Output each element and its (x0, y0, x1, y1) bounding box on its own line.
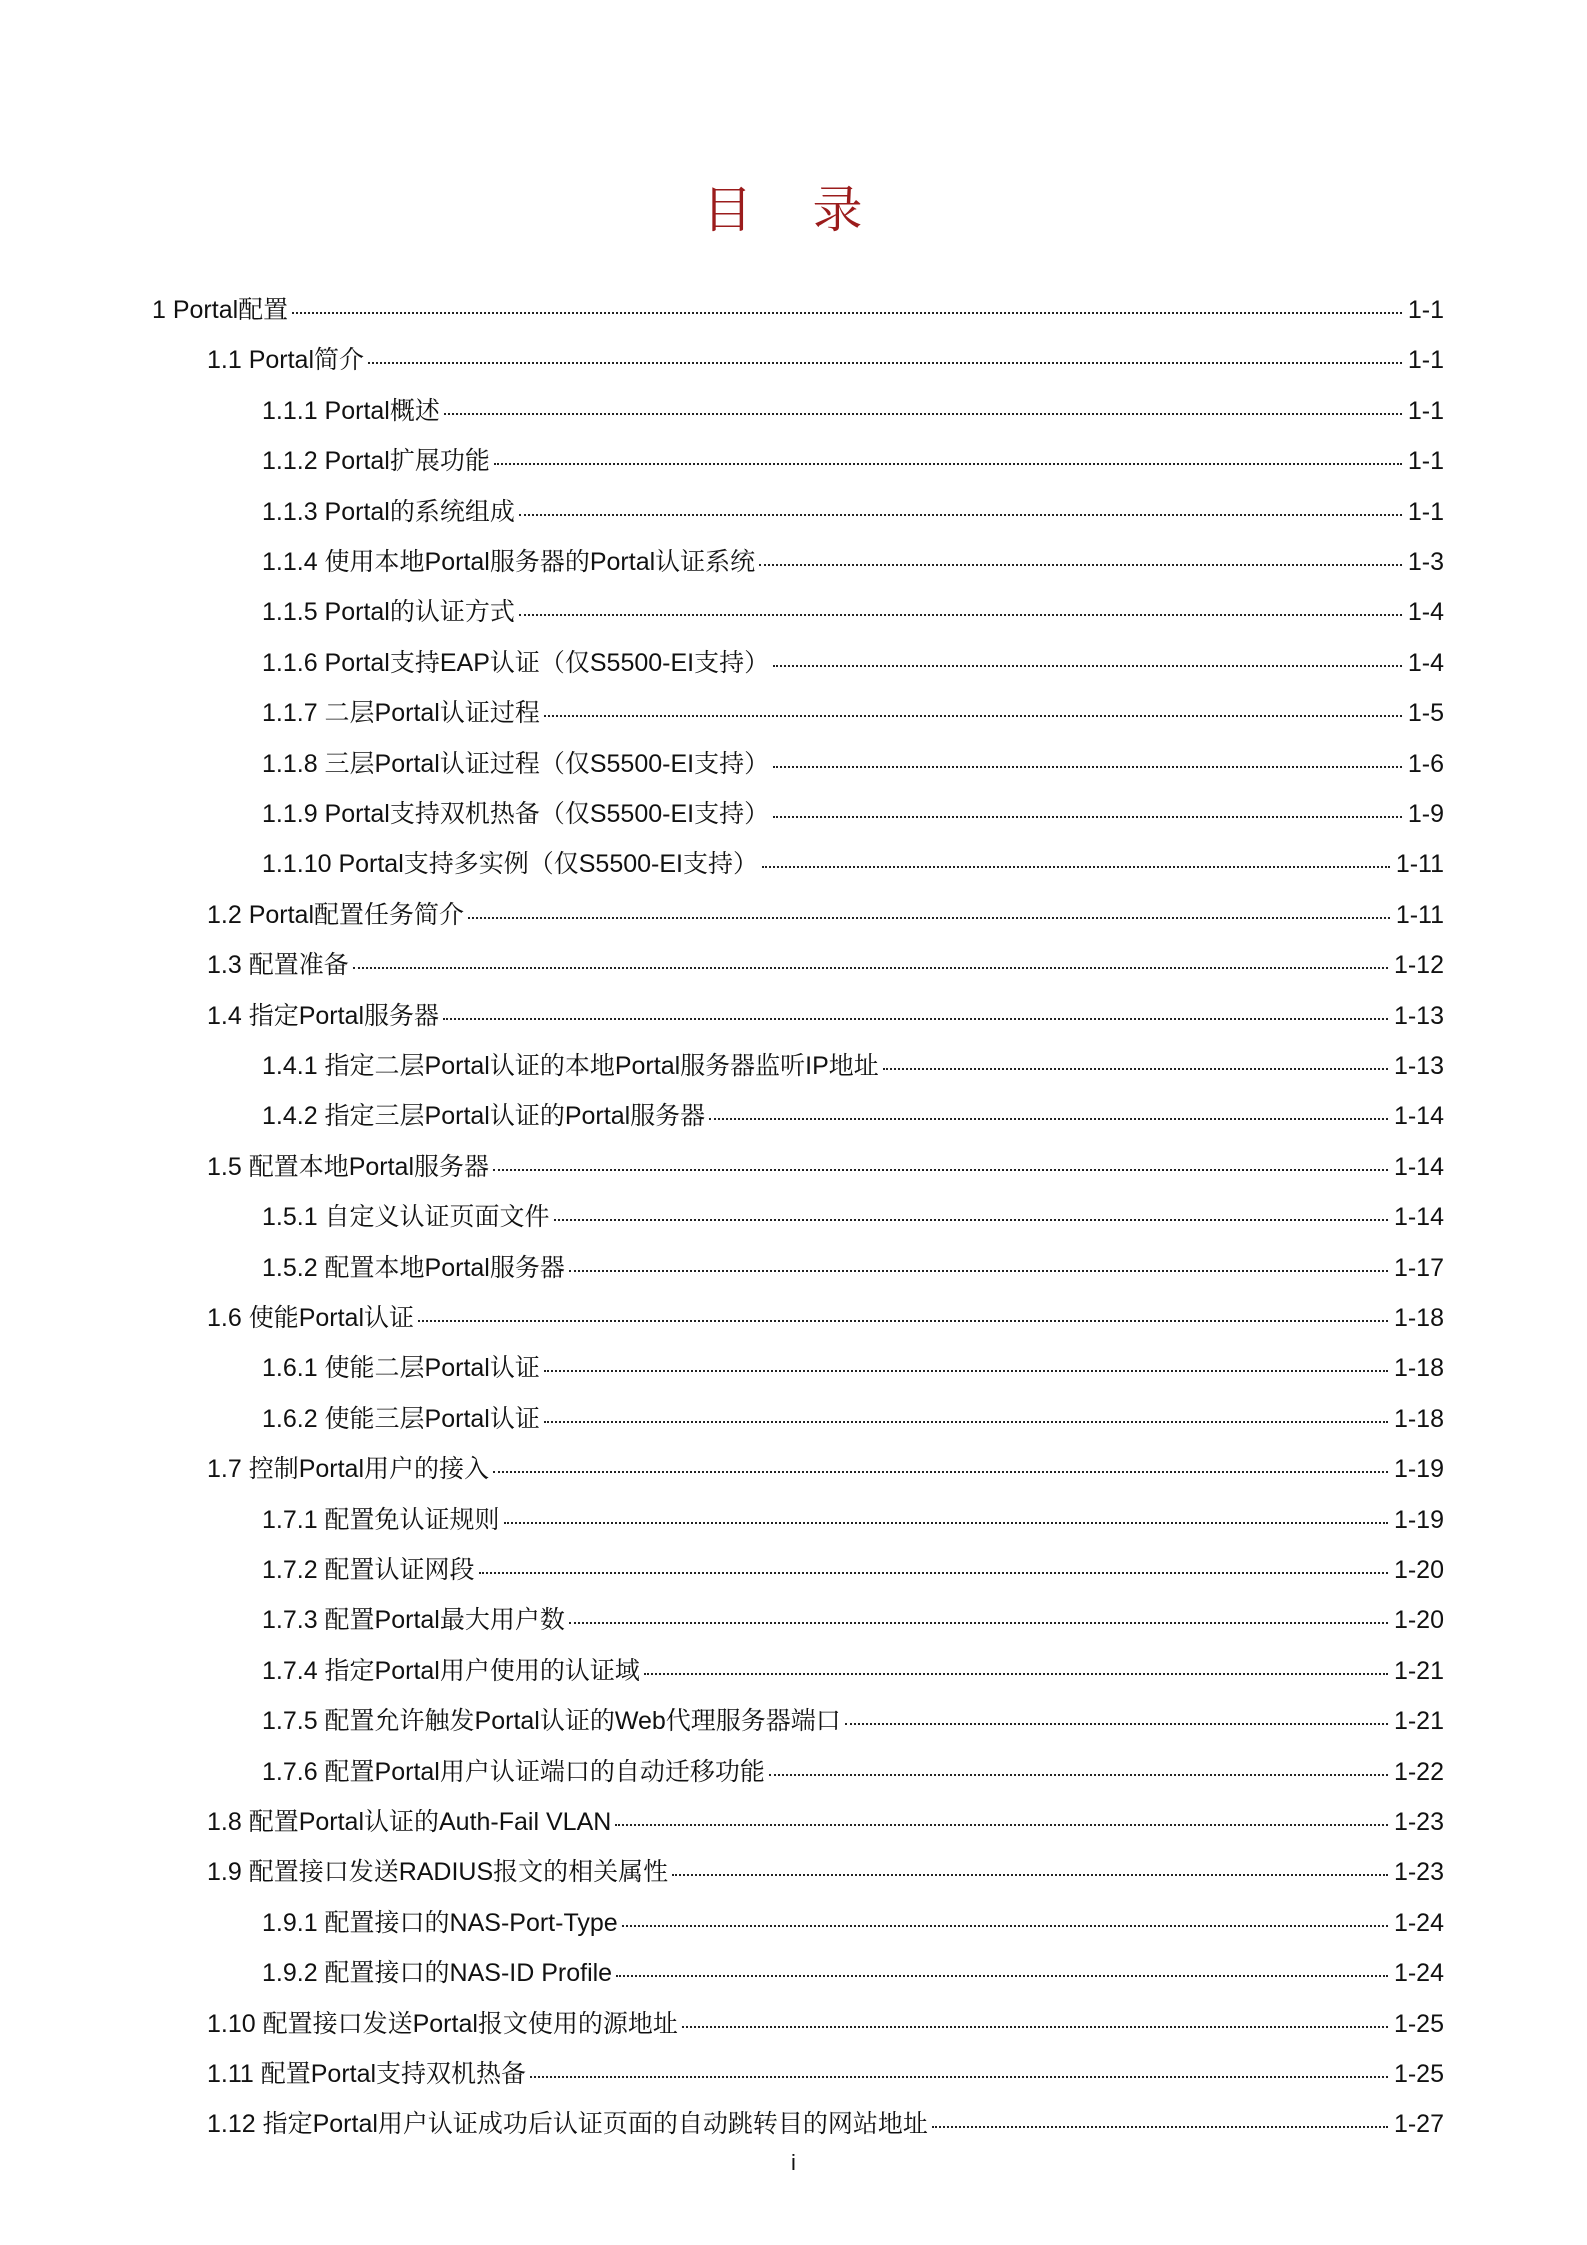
toc-entry-label: 1.7.6 配置Portal用户认证端口的自动迁移功能 (262, 1757, 765, 1786)
dot-leader (569, 1270, 1388, 1272)
toc-entry-page-number: 1-17 (1393, 1253, 1444, 1282)
dot-leader (504, 1522, 1388, 1524)
toc-entry-label: 1.6.2 使能三层Portal认证 (262, 1404, 540, 1433)
toc-entry[interactable] (262, 1500, 1444, 1540)
toc-entry[interactable] (207, 1449, 1444, 1489)
toc-entry-label: 1.4 指定Portal服务器 (207, 1001, 440, 1030)
toc-entry-page-number: 1-1 (1407, 396, 1444, 425)
toc-entry[interactable] (262, 542, 1444, 582)
toc-entry[interactable] (207, 1852, 1444, 1892)
toc-entry[interactable] (262, 794, 1444, 834)
toc-entry[interactable] (262, 1701, 1444, 1741)
toc-entry-label: 1.9.2 配置接口的NAS-ID Profile (262, 1959, 613, 1988)
toc-entry-label: 1.7.5 配置允许触发Portal认证的Web代理服务器端口 (262, 1707, 841, 1736)
toc-entry-label: 1.1.8 三层Portal认证过程（仅S5500-EI支持） (262, 749, 770, 778)
dot-leader (443, 1018, 1388, 1020)
toc-entry-page-number: 1-21 (1393, 1707, 1444, 1736)
toc-entry-label: 1.9 配置接口发送RADIUS报文的相关属性 (207, 1858, 669, 1887)
toc-entry-page-number: 1-24 (1393, 1908, 1444, 1937)
dot-leader (493, 1471, 1388, 1473)
toc-entry-page-number: 1-4 (1407, 648, 1444, 677)
dot-leader (682, 2026, 1388, 2028)
dot-leader (773, 665, 1402, 667)
toc-entry[interactable] (262, 1600, 1444, 1640)
toc-entry-label: 1.8 配置Portal认证的Auth-Fail VLAN (207, 1808, 612, 1836)
toc-entry-label: 1.3 配置准备 (207, 951, 349, 980)
dot-leader (554, 1219, 1388, 1221)
dot-leader (468, 917, 1390, 919)
toc-entry[interactable] (262, 1096, 1444, 1136)
toc-entry-label: 1.12 指定Portal用户认证成功后认证页面的自动跳转目的网站地址 (207, 2110, 928, 2139)
dot-leader (418, 1320, 1388, 1322)
dot-leader (544, 1421, 1388, 1423)
toc-entry-page-number: 1-13 (1393, 1001, 1444, 1030)
dot-leader (672, 1874, 1388, 1876)
dot-leader (622, 1925, 1388, 1927)
dot-leader (773, 766, 1402, 768)
toc-entry-page-number: 1-23 (1393, 1858, 1444, 1887)
toc-entry-page-number: 1-6 (1407, 749, 1444, 778)
toc-entry-page-number: 1-19 (1393, 1455, 1444, 1484)
dot-leader (616, 1975, 1388, 1977)
dot-leader (544, 715, 1402, 717)
toc-entry-label: 1.1.3 Portal的系统组成 (262, 497, 515, 526)
toc-entry-page-number: 1-4 (1407, 598, 1444, 627)
toc-entry[interactable] (262, 1248, 1444, 1288)
page-title: 目 录 (702, 181, 885, 239)
toc-entry-page-number: 1-3 (1407, 548, 1444, 576)
toc-entry-page-number: 1-18 (1393, 1404, 1444, 1433)
toc-entry[interactable] (262, 1399, 1444, 1439)
dot-leader (368, 362, 1402, 364)
page-number-footer: i (791, 2150, 796, 2175)
toc-entry-page-number: 1-18 (1393, 1304, 1444, 1332)
dot-leader (773, 816, 1402, 818)
toc-entry-page-number: 1-21 (1393, 1656, 1444, 1685)
toc-entry[interactable] (262, 1046, 1444, 1086)
toc-entry-label: 1.7.3 配置Portal最大用户数 (262, 1606, 565, 1635)
toc-entry[interactable] (207, 996, 1444, 1036)
toc-entry-label: 1.1.5 Portal的认证方式 (262, 598, 515, 627)
dot-leader (615, 1824, 1388, 1826)
dot-leader (644, 1673, 1388, 1675)
toc-entry-page-number: 1-1 (1407, 346, 1444, 375)
toc-entry-label: 1.11 配置Portal支持双机热备 (207, 2060, 527, 2088)
toc-entry-page-number: 1-19 (1393, 1505, 1444, 1534)
toc-entry[interactable] (207, 1298, 1444, 1338)
toc-entry-page-number: 1-25 (1393, 2060, 1444, 2088)
toc-entry-label: 1.7.1 配置免认证规则 (262, 1505, 500, 1534)
toc-entry-label: 1.1.1 Portal概述 (262, 396, 440, 425)
toc-entry[interactable] (262, 1953, 1444, 1993)
toc-entry-label: 1.4.2 指定三层Portal认证的Portal服务器 (262, 1102, 706, 1131)
toc-entry-label: 1.1.7 二层Portal认证过程 (262, 699, 540, 728)
toc-entry-page-number: 1-1 (1407, 497, 1444, 526)
toc-entry[interactable] (262, 391, 1444, 431)
toc-entry[interactable] (207, 2104, 1444, 2144)
dot-leader (292, 312, 1402, 314)
toc-entry[interactable] (262, 693, 1444, 733)
dot-leader (519, 514, 1402, 516)
toc-entry-page-number: 1-22 (1393, 1757, 1444, 1786)
toc-entry-label: 1.6.1 使能二层Portal认证 (262, 1354, 540, 1383)
toc-entry-label: 1.1.4 使用本地Portal服务器的Portal认证系统 (262, 548, 756, 576)
toc-entry[interactable] (262, 744, 1444, 784)
toc-entry[interactable] (262, 592, 1444, 632)
toc-entry[interactable] (152, 290, 1444, 330)
toc-entry-page-number: 1-20 (1393, 1606, 1444, 1635)
toc-entry-page-number: 1-9 (1407, 800, 1444, 828)
toc-entry-label: 1 Portal配置 (152, 296, 289, 324)
toc-entry[interactable] (262, 1903, 1444, 1943)
dot-leader (759, 564, 1402, 566)
toc-entry[interactable] (262, 1752, 1444, 1792)
toc-entry-label: 1.1 Portal简介 (207, 346, 365, 375)
dot-leader (493, 1169, 1388, 1171)
toc-entry[interactable] (262, 492, 1444, 532)
dot-leader (519, 614, 1402, 616)
toc-entry[interactable] (262, 1651, 1444, 1691)
toc-entry-label: 1.7 控制Portal用户的接入 (207, 1455, 490, 1484)
dot-leader (883, 1068, 1388, 1070)
toc-entry-page-number: 1-14 (1393, 1203, 1444, 1232)
toc-entry-label: 1.5.1 自定义认证页面文件 (262, 1203, 550, 1232)
toc-entry-label: 1.1.9 Portal支持双机热备（仅S5500-EI支持） (262, 800, 770, 828)
toc-entry-page-number: 1-12 (1393, 951, 1444, 980)
toc-entry-page-number: 1-13 (1393, 1052, 1444, 1080)
toc-entry-page-number: 1-14 (1393, 1152, 1444, 1181)
dot-leader (444, 413, 1402, 415)
toc-entry-page-number: 1-24 (1393, 1959, 1444, 1988)
toc-entry[interactable] (207, 340, 1444, 380)
toc-entry-label: 1.1.2 Portal扩展功能 (262, 447, 490, 476)
dot-leader (530, 2076, 1388, 2078)
toc-entry-page-number: 1-14 (1393, 1102, 1444, 1131)
toc-entry[interactable] (207, 1147, 1444, 1187)
toc-entry-page-number: 1-1 (1407, 296, 1444, 324)
dot-leader (569, 1622, 1388, 1624)
toc-entry[interactable] (207, 2004, 1444, 2044)
toc-entry-label: 1.5.2 配置本地Portal服务器 (262, 1253, 565, 1282)
toc-entry-page-number: 1-11 (1395, 900, 1444, 929)
dot-leader (769, 1774, 1388, 1776)
toc-entry-page-number: 1-11 (1395, 850, 1444, 879)
toc-entry-label: 1.9.1 配置接口的NAS-Port-Type (262, 1908, 618, 1937)
toc-entry-label: 1.4.1 指定二层Portal认证的本地Portal服务器监听IP地址 (262, 1052, 879, 1080)
toc-entry-page-number: 1-1 (1407, 447, 1444, 476)
toc-entry-page-number: 1-27 (1393, 2110, 1444, 2139)
dot-leader (762, 866, 1390, 868)
dot-leader (494, 463, 1402, 465)
toc-entry-page-number: 1-23 (1393, 1808, 1444, 1836)
toc-entry-label: 1.5 配置本地Portal服务器 (207, 1152, 490, 1181)
toc-entry[interactable] (262, 441, 1444, 481)
toc-entry-label: 1.1.10 Portal支持多实例（仅S5500-EI支持） (262, 850, 758, 879)
toc-entry[interactable] (207, 2054, 1444, 2094)
toc-entry-label: 1.2 Portal配置任务简介 (207, 900, 465, 929)
dot-leader (709, 1118, 1388, 1120)
toc-entry[interactable] (207, 945, 1444, 985)
toc-entry-label: 1.6 使能Portal认证 (207, 1304, 415, 1332)
toc-entry[interactable] (207, 1802, 1444, 1842)
toc-entry-page-number: 1-25 (1393, 2009, 1444, 2038)
toc-entry[interactable] (262, 643, 1444, 683)
toc-entry-page-number: 1-18 (1393, 1354, 1444, 1383)
toc-entry[interactable] (262, 844, 1444, 884)
toc-entry[interactable] (262, 1197, 1444, 1237)
toc-entry[interactable] (262, 1550, 1444, 1590)
dot-leader (845, 1723, 1388, 1725)
toc-entry-label: 1.7.2 配置认证网段 (262, 1556, 475, 1584)
toc-entry[interactable] (207, 895, 1444, 935)
toc-entry[interactable] (262, 1348, 1444, 1388)
dot-leader (932, 2126, 1388, 2128)
toc-entry-label: 1.1.6 Portal支持EAP认证（仅S5500-EI支持） (262, 648, 770, 677)
toc-entry-page-number: 1-20 (1393, 1556, 1444, 1584)
toc-entry-page-number: 1-5 (1407, 699, 1444, 728)
dot-leader (544, 1370, 1388, 1372)
toc-entry-label: 1.7.4 指定Portal用户使用的认证域 (262, 1656, 640, 1685)
toc-entry-label: 1.10 配置接口发送Portal报文使用的源地址 (207, 2009, 678, 2038)
dot-leader (479, 1572, 1388, 1574)
dot-leader (353, 967, 1388, 969)
